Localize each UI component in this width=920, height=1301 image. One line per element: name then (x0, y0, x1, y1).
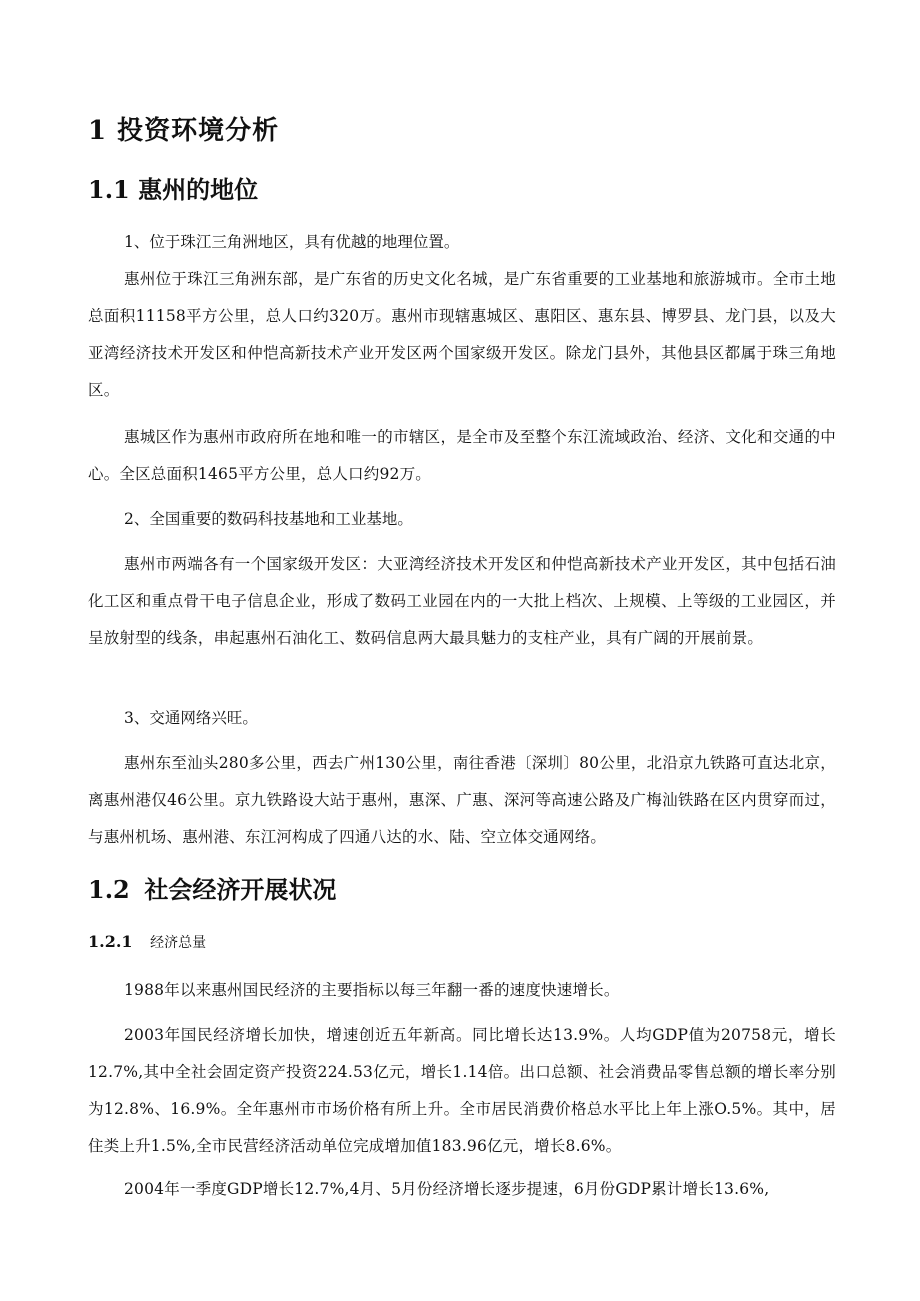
paragraph: 惠州东至汕头280多公里，西去广州130公里，南往香港〔深圳〕80公里，北沿京九铁路可直达北京，离惠州港仅46公里。京九铁路设大站于惠州，惠深、广惠、深河等高速公路及广梅汕铁路在区内贯穿而过，与惠州机场、惠州港、东江河构成了四通八达的水、陆、空立体交通网络。 (88, 754, 836, 846)
heading-title: 经济总量 (150, 935, 207, 951)
paragraph: 2003年国民经济增长加快，增速创近五年新高。同比增长达13.9%。人均GDP值为20758元，增长12.7%,其中全社会固定资产投资224.53亿元，增长1.14倍。出口总额、社会消费品零售总额的增长率分别为12.8%、16.9%。全年惠州市市场价格有所上升。全市居民消费价格总水平比上年上涨O.5%。其中，居住类上升1.5%,全市民营经济活动单位完成增加值183.96亿元，增长8.6%。 (88, 1026, 836, 1155)
paragraph: 1988年以来惠州国民经济的主要指标以每三年翻一番的速度快速增长。 (124, 981, 620, 999)
paragraph: 惠州市两端各有一个国家级开发区：大亚湾经济技术开发区和仲恺高新技术产业开发区，其中包括石油化工区和重点骨干电子信息企业，形成了数码工业园在内的一大批上档次、上规模、上等级的工业园区，并呈放射型的线条，串起惠州石油化工、数码信息两大最具魅力的支柱产业，具有广阔的开展前景。 (88, 555, 836, 647)
heading-title: 社会经济开展状况 (144, 875, 337, 904)
heading-1-2 (88, 870, 336, 905)
heading-number: 1.2 (88, 875, 130, 904)
list-item: 2、全国重要的数码科技基地和工业基地。 (124, 510, 413, 528)
list-item: 3、交通网络兴旺。 (124, 709, 258, 727)
paragraph: 惠州位于珠江三角洲东部，是广东省的历史文化名城，是广东省重要的工业基地和旅游城市。全市土地总面积11158平方公里，总人口约320万。惠州市现辖惠城区、惠阳区、惠东县、博罗县、龙门县，以及大亚湾经济技术开发区和仲恺高新技术产业开发区两个国家级开发区。除龙门县外，其他县区都属于珠三角地区。 (88, 270, 836, 399)
heading-1: 1 投资环境分析 (88, 116, 280, 146)
heading-1-2-1 (88, 932, 206, 952)
list-item: 1、位于珠江三角洲地区，具有优越的地理位置。 (124, 233, 460, 251)
paragraph: 惠城区作为惠州市政府所在地和唯一的市辖区，是全市及至整个东江流域政治、经济、文化和交通的中心。全区总面积1465平方公里，总人口约92万。 (88, 428, 836, 483)
paragraph: 2004年一季度GDP增长12.7%,4月、5月份经济增长逐步提速，6月份GDP累计增长13.6%, (124, 1180, 770, 1198)
heading-number: 1.2.1 (88, 932, 133, 951)
heading-1-1: 1.1 惠州的地位 (88, 175, 259, 204)
